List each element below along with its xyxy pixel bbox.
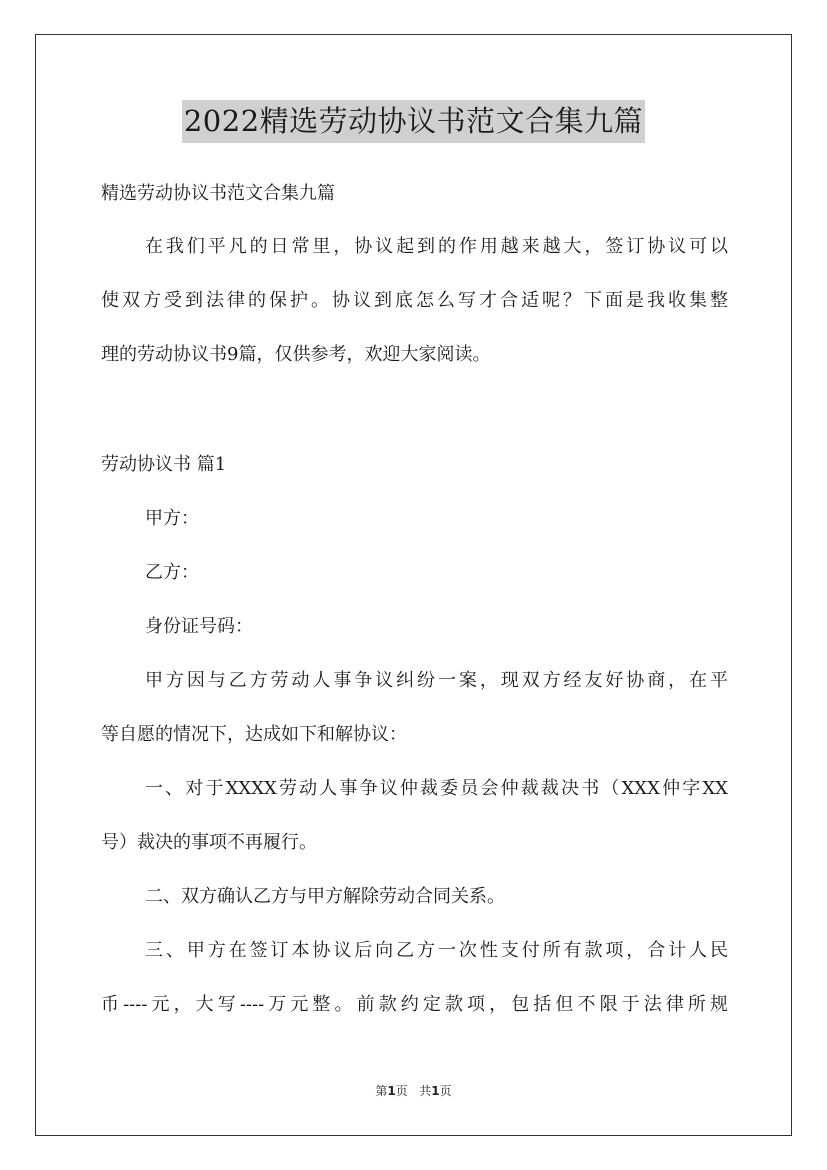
party-a-label: 甲方：	[145, 508, 199, 529]
paragraph-line: 在我们平凡的日常里，协议起到的作用越来越大，签订协议可以	[145, 236, 728, 257]
paragraph-line: 甲方因与乙方劳动人事争议纠纷一案，现双方经友好协商，在平	[145, 670, 728, 691]
paragraph-line: 等自愿的情况下，达成如下和解协议：	[101, 724, 407, 745]
page-footer	[0, 1082, 827, 1099]
footer-page-suffix: 页	[395, 1084, 408, 1098]
footer-page-number: 1	[387, 1084, 396, 1098]
paragraph-line: 使双方受到法律的保护。协议到底怎么写才合适呢？下面是我收集整	[101, 290, 728, 311]
clause-line: 三、甲方在签订本协议后向乙方一次性支付所有款项，合计人民	[145, 940, 728, 961]
document-title: 2022精选劳动协议书范文合集九篇	[182, 100, 645, 143]
id-number-label: 身份证号码：	[145, 616, 253, 637]
footer-total-prefix: 共	[419, 1084, 432, 1098]
clause-line: 二、双方确认乙方与甲方解除劳动合同关系。	[145, 886, 505, 907]
subtitle-line: 精选劳动协议书范文合集九篇	[101, 183, 335, 204]
title-wrap	[0, 100, 827, 143]
footer-total-suffix: 页	[439, 1084, 452, 1098]
clause-line: 号）裁决的事项不再履行。	[101, 832, 317, 853]
clause-line: 一、对于XXXX劳动人事争议仲裁委员会仲裁裁决书（XXX仲字XX	[145, 778, 728, 799]
paragraph-line: 理的劳动协议书9篇，仅供参考，欢迎大家阅读。	[101, 344, 491, 365]
section-heading: 劳动协议书 篇1	[101, 454, 227, 475]
clause-line: 币----元，大写----万元整。前款约定款项，包括但不限于法律所规	[101, 994, 728, 1015]
footer-page-prefix: 第	[375, 1084, 388, 1098]
footer-total-number: 1	[431, 1084, 440, 1098]
party-b-label: 乙方：	[145, 562, 199, 583]
